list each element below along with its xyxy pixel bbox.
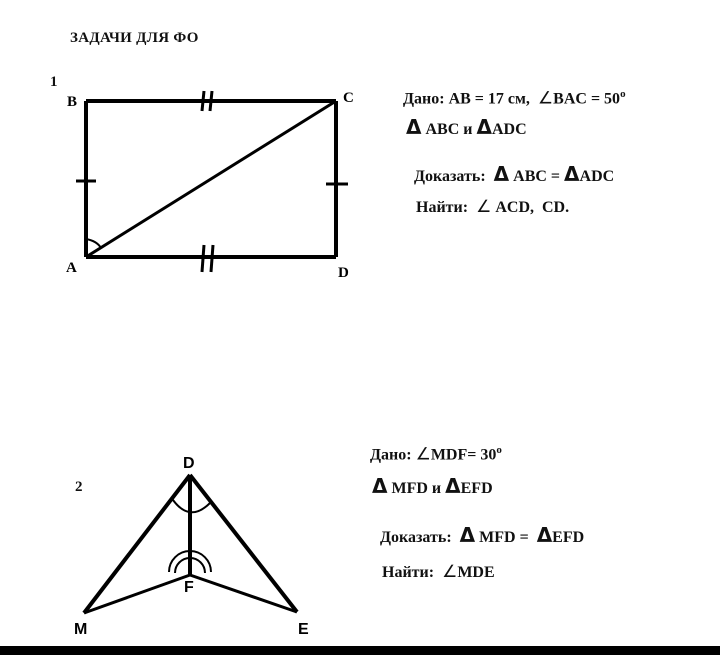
problem-2-find: Найти: ∠MDE [382,562,495,582]
problem-2-prove: Доказать: Δ MFD = ΔEFD [380,523,585,547]
triangle-icon: Δ [406,115,422,139]
problem-2-number: 2 [75,479,83,495]
bottom-border [0,646,720,655]
angle-icon: ∠ [442,562,458,582]
vertex-a-label: A [66,260,77,276]
problem-1-given: Дано: AB = 17 см, ∠BAC = $50^o$ [403,88,626,109]
vertex-d-label: D [338,265,349,281]
triangle-icon: Δ [372,474,388,498]
triangle-icon: Δ [493,162,510,186]
vertex-m-label: M [74,621,88,638]
problem-2-given: Дано: ∠MDF= $30^o$ [370,444,502,465]
vertex-e-label: E [298,621,309,638]
vertex-f-label: F [184,579,194,596]
vertex-b-label: B [67,94,78,110]
triangle-icon: Δ [476,115,492,139]
vertex-d-label: D [183,455,195,472]
segment-de [190,475,297,612]
problem-1-number: 1 [50,74,58,90]
problem-1-find: Найти: ∠ ACD, CD. [416,197,570,217]
angle-icon: ∠ [476,197,492,217]
triangle-icon: Δ [564,162,580,186]
problem-1-prove: Доказать: Δ ABC = ΔADC [414,162,615,186]
vertex-c-label: C [343,90,354,106]
problem-1-given-triangles: Δ ABC и ΔADC [406,115,527,139]
page-title: ЗАДАЧИ ДЛЯ ФО [70,30,199,46]
angle-icon: ∠ [537,88,554,109]
triangle-icon: Δ [445,474,461,498]
segment-dm [84,475,190,613]
problem-2-given-triangles: Δ MFD и ΔEFD [372,474,493,498]
triangle-icon: Δ [459,523,476,547]
angle-icon: ∠ [415,444,431,465]
triangle-icon: Δ [536,523,553,547]
